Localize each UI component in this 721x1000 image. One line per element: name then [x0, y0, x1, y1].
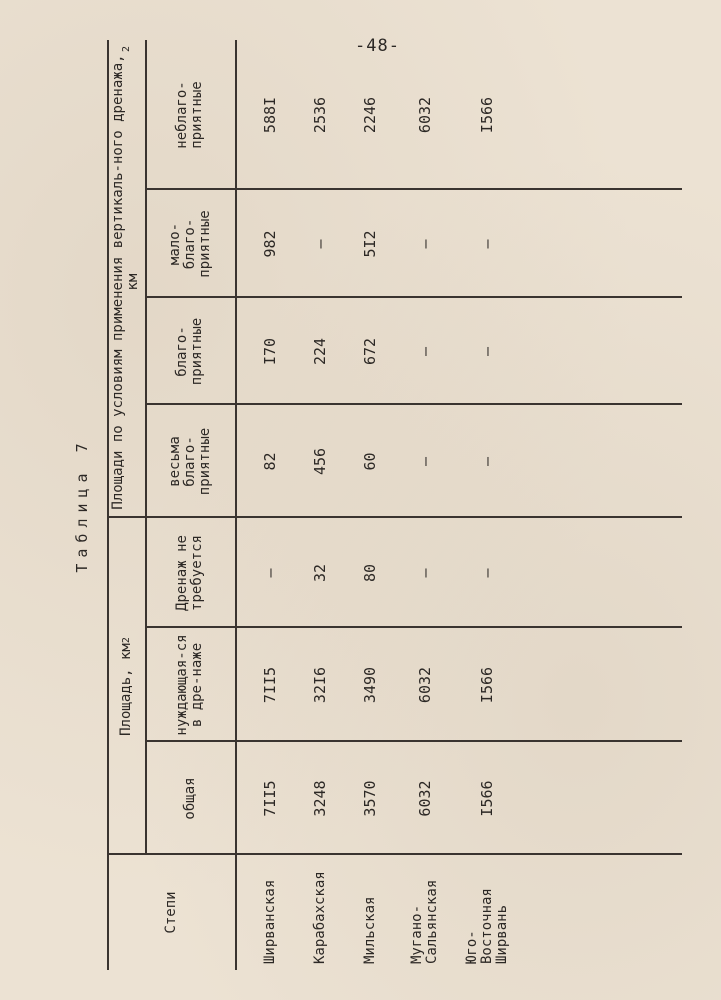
cell-needing: 3490 [361, 666, 379, 704]
header-drainage-not-required: Дренаж не требуется [174, 535, 205, 611]
row-name: Юго-Восточная Ширвань [463, 888, 510, 964]
cell-favorable: 672 [361, 337, 379, 366]
row-name: Карабахская [311, 871, 328, 964]
cell-low-favorable: 5I2 [361, 230, 379, 258]
header-total: общая [181, 777, 198, 820]
cell-total: I566 [478, 780, 496, 817]
cell-very-favorable: 456 [311, 447, 329, 476]
rotated-table-block [62, 40, 682, 970]
header-area-label: Площадь, км [117, 643, 134, 736]
cell-not-required: – [261, 568, 279, 578]
header-very-favorable: весьма благо-приятные [166, 427, 213, 496]
header-area-unit-sup: 2 [120, 637, 132, 644]
cell-very-favorable: 60 [361, 452, 379, 471]
cell-favorable: – [478, 346, 496, 357]
header-needing-drainage: нуждающая-ся в дре-наже [174, 634, 205, 736]
header-area-group [107, 518, 145, 855]
cell-favorable: – [416, 346, 434, 357]
cell-total: 3570 [361, 780, 379, 817]
header-bottom-rule [235, 40, 237, 970]
cell-total: 3248 [311, 780, 329, 817]
row-name: Мугано-Сальянская [409, 879, 440, 964]
header-favorable: благо-приятные [174, 317, 205, 386]
cell-total: 7II5 [261, 780, 279, 817]
data-table [107, 40, 682, 970]
cell-needing: 7II5 [261, 666, 279, 704]
table-caption: Таблица 7 [73, 437, 91, 573]
cell-total: 6032 [416, 780, 434, 817]
cell-unfavorable: I566 [478, 96, 496, 134]
header-steppe: Степи [162, 891, 179, 934]
header-low-favorable: мало-благо-приятные [166, 210, 213, 278]
cell-low-favorable: – [311, 239, 329, 249]
header-conditions-group [107, 40, 145, 518]
cell-not-required: – [478, 568, 496, 578]
cell-favorable: I70 [261, 337, 279, 366]
header-conditions-unit-sup: 2 [120, 46, 132, 53]
cell-unfavorable: 2246 [361, 96, 379, 134]
header-unfavorable: неблаго-приятные [174, 81, 205, 149]
cell-low-favorable: – [416, 239, 434, 249]
cell-favorable: 224 [311, 337, 329, 366]
cell-not-required: – [416, 568, 434, 578]
row-name: Мильская [361, 896, 378, 964]
cell-needing: 32I6 [311, 666, 329, 704]
cell-not-required: 32 [311, 563, 329, 583]
cell-unfavorable: 6032 [416, 96, 434, 134]
cell-very-favorable: – [478, 456, 496, 467]
cell-needing: 6032 [416, 666, 434, 704]
page-number: -48- [355, 36, 400, 56]
cell-unfavorable: 588I [261, 96, 279, 134]
row-name: Ширванская [261, 879, 278, 964]
cell-very-favorable: – [416, 456, 434, 467]
cell-unfavorable: 2536 [311, 96, 329, 134]
cell-not-required: 80 [361, 563, 379, 583]
cell-very-favorable: 82 [261, 452, 279, 471]
header-conditions-label: Площади по условиям применения вертикаль-ного дренажа, км [110, 54, 141, 510]
cell-needing: I566 [478, 666, 496, 704]
cell-low-favorable: 982 [261, 230, 279, 258]
cell-low-favorable: – [478, 239, 496, 249]
